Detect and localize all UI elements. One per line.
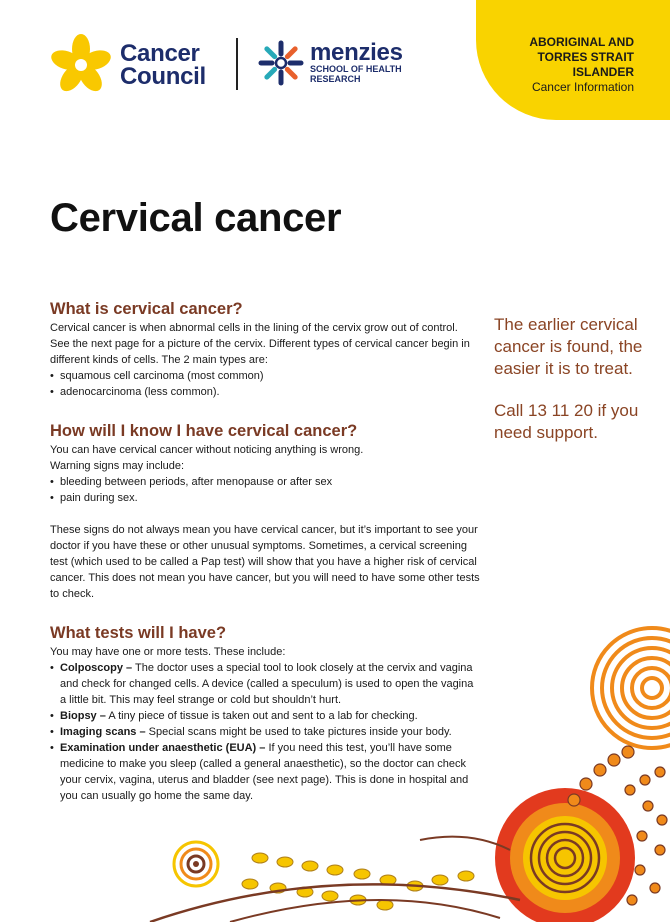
test-desc: The doctor uses a special tool to look closely at the cervix and vagina and check for changed cells. A device (called a speculum) is used to open the vagina a little bit. This may feel strange or cold but shouldn’t hurt. [60, 662, 474, 706]
test-desc: Special scans might be used to take pictures inside your body. [148, 726, 452, 738]
test-term: Imaging scans – [60, 726, 146, 738]
heading-tests: What tests will I have? [50, 624, 227, 642]
test-desc: If you need this test, you’ll have some medicine to make you sleep (called a general anaesthetic), so the doctor can check your cervix, vagina, uterus and bladder (see next page). This is done in hospital and you can usually go home the same day. [60, 742, 469, 802]
test-term: Biopsy – [60, 710, 106, 722]
test-term: Examination under anaesthetic (EUA) – [60, 742, 266, 754]
list-item: • adenocarcinoma (less common). [50, 384, 480, 400]
list-item: • squamous cell carcinoma (most common) [50, 368, 480, 384]
page-title: Cervical cancer [50, 196, 342, 240]
sidebar-support: Call 13 11 20 if you need support. [494, 401, 639, 442]
sidebar-quote: The earlier cervical cancer is found, the easier it is to treat. [494, 315, 643, 378]
tests-intro: You may have one or more tests. These include: [50, 646, 286, 658]
corner-line-3: ISLANDER [572, 65, 634, 79]
know-intro-2: Warning signs may include: [50, 460, 185, 472]
what-intro: Cervical cancer is when abnormal cells in the lining of the cervix grow out of control. See the next page for a picture of the cervix. Different types of cervical cancer begin in different kinds of cells. The 2 main types are: [50, 322, 470, 366]
test-term: Colposcopy – [60, 662, 133, 674]
corner-subtitle: Cancer Information [531, 80, 634, 94]
test-desc: A tiny piece of tissue is taken out and sent to a lab for checking. [108, 710, 418, 722]
heading-know: How will I know I have cervical cancer? [50, 422, 358, 440]
corner-line-1: ABORIGINAL AND [529, 35, 634, 49]
know-intro-1: You can have cervical cancer without noticing anything is wrong. [50, 444, 364, 456]
menzies-sub-2: RESEARCH [310, 74, 361, 84]
logo-word-council: Council [120, 63, 206, 90]
menzies-name: menzies [310, 39, 403, 66]
menzies-sub-1: SCHOOL OF HEALTH [310, 64, 402, 74]
logo-word-cancer: Cancer [120, 40, 200, 67]
heading-what: What is cervical cancer? [50, 300, 243, 318]
corner-line-2: TORRES STRAIT [537, 50, 634, 64]
list-item: • bleeding between periods, after menopause or after sex [50, 474, 480, 490]
list-item: • pain during sex. [50, 490, 480, 506]
know-paragraph: These signs do not always mean you have cervical cancer, but it’s important to see your doctor if you have these or other unusual symptoms. Sometimes, a cervical screening test (which used to be called a Pap test) will show that you have a higher risk of cervical cancer. This does not mean you have cancer, but you will need to have some other tests to check. [50, 524, 480, 600]
